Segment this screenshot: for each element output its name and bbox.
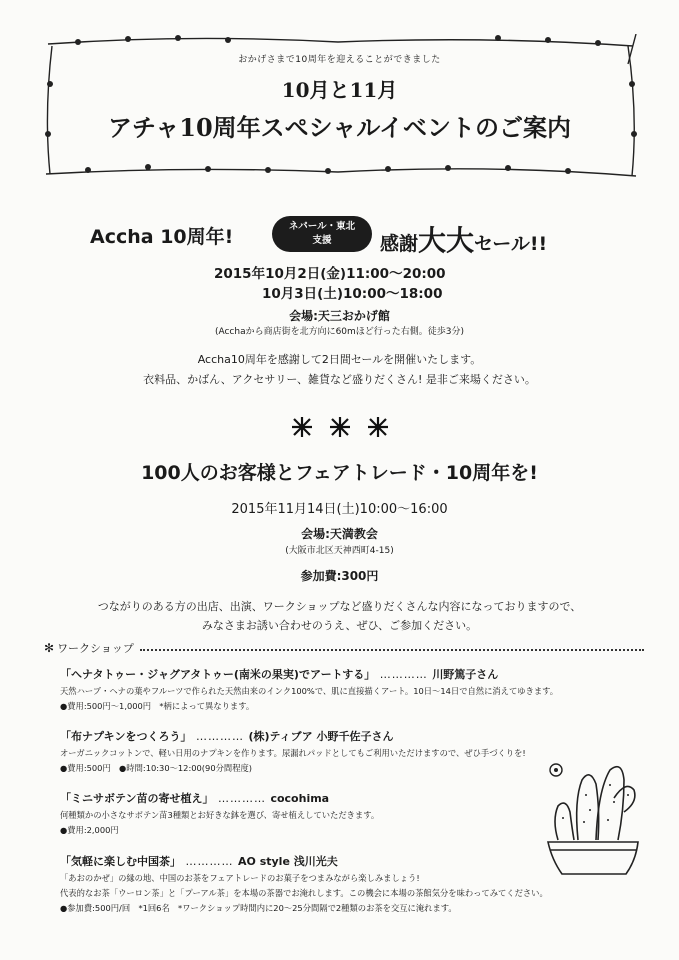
workshop-item-line: 何種類かの小さなサボテン苗3種類とお好きな鉢を選び、寄せ植えしていただきます。: [60, 810, 380, 820]
workshop-item-title-row: 「布ナプキンをつくろう」 ………… (株)ティブア 小野千佐子さん: [60, 730, 394, 743]
sale-date-1: 2015年10月2日(金)11:00〜20:00: [214, 266, 446, 282]
flower-icon: [290, 416, 314, 438]
event-fee: 参加費:300円: [300, 569, 379, 583]
sale-venue: 会場:天三おかげ館: [289, 309, 390, 323]
workshop-item-line: ●参加費:500円/回 *1回6名 *ワークショップ時間内に20〜25分間隔で2種類のお茶を交互に淹れます。: [60, 903, 457, 913]
asterisk-icon: ✻: [44, 641, 55, 655]
event-date: 2015年11月14日(土)10:00〜16:00: [231, 502, 448, 517]
event-venue-note: (大阪市北区天神西町4-15): [285, 546, 394, 556]
workshop-header-label: ワークショップ: [57, 642, 134, 655]
sale-title-right-big: 大大: [418, 224, 475, 257]
workshop-item-line: オーガニックコットンで、軽い日用のナプキンを作ります。尿漏れパッドとしてもご利用いただけますので、ぜひ手づくりを!: [60, 748, 526, 758]
flower-icon: [366, 416, 390, 438]
header-tagline: おかげさまで10周年を迎えることができました: [238, 55, 441, 65]
divider: [290, 416, 390, 438]
workshop-item-line: ●費用:500円 ●時間:10:30〜12:00(90分間程度): [60, 763, 253, 773]
sale-title-right-suffix: セール!!: [474, 233, 548, 255]
workshop-item-title-row: 「ミニサボテン苗の寄せ植え」 ………… cocohima: [60, 792, 330, 805]
support-badge-line2: 支援: [312, 235, 332, 246]
workshop-item-host: AO style 浅川光夫: [238, 855, 338, 868]
workshop-item-line: ●費用:2,000円: [60, 825, 119, 835]
workshop-item-host: cocohima: [270, 792, 330, 805]
workshop-item-host: (株)ティブア 小野千佐子さん: [248, 730, 394, 743]
workshop-item-line: 天然ハーブ・ヘナの葉やフルーツで作られた天然由来のインク100%で、肌に直接描くアート。10日〜14日で自然に消えてゆきます。: [60, 686, 559, 696]
event-description-2: みなさまお誘い合わせのうえ、ぜひ、ご参加ください。: [201, 619, 478, 632]
workshop-item: [60, 728, 620, 774]
workshop-item-title: 「気軽に楽しむ中国茶」: [60, 855, 181, 868]
event-venue: 会場:天満教会: [301, 527, 378, 541]
workshop-header: [44, 640, 644, 656]
support-badge-line1: ネパール・東北: [288, 221, 356, 232]
event-description-1: つながりのある方の出店、出演、ワークショップなど盛りだくさんな内容になっておりますので、: [97, 600, 582, 613]
sale-title-right: [380, 219, 547, 259]
sale-date-2: 10月3日(土)10:00〜18:00: [262, 286, 443, 302]
dotted-rule: [140, 649, 644, 651]
cactus-illustration: [538, 740, 648, 890]
event-title: 100人のお客様とフェアトレード・10周年を!: [141, 462, 538, 484]
header-title-line2: アチャ10周年スペシャルイベントのご案内: [108, 113, 571, 142]
workshop-item-line: 「あおのかぜ」の縁の地、中国のお茶をフェアトレードのお菓子をつまみながら楽しみましょう!: [60, 873, 420, 883]
sale-description-1: Accha10周年を感謝して2日間セールを開催いたします。: [197, 353, 482, 366]
workshop-item-title: 「ヘナタトゥー・ジャグアタトゥー(南米の果実)でアートする」: [60, 668, 376, 681]
workshop-item-line: 代表的なお茶「ウーロン茶」と「プーアル茶」を本場の茶器でお淹れします。この機会に本場の茶館気分を味わってみてください。: [60, 888, 548, 898]
sale-title-left: Accha 10周年!: [90, 226, 234, 248]
flower-icon: [328, 416, 352, 438]
workshop-item-title-row: 「気軽に楽しむ中国茶」 ………… AO style 浅川光夫: [60, 855, 338, 868]
workshop-item-host: 川野篤子さん: [432, 668, 499, 681]
sale-title: [90, 216, 610, 256]
workshop-item-title: 「ミニサボテン苗の寄せ植え」: [60, 792, 214, 805]
workshop-item: [60, 790, 620, 836]
workshop-item-line: ●費用:500円〜1,000円 *柄によって異なります。: [60, 701, 255, 711]
workshop-item: [60, 666, 620, 712]
sale-description-2: 衣料品、かばん、アクセサリー、雑貨など盛りだくさん! 是非ご来場ください。: [143, 373, 536, 386]
workshop-item-title: 「布ナプキンをつくろう」: [60, 730, 192, 743]
workshop-item-title-row: 「ヘナタトゥー・ジャグアタトゥー(南米の果実)でアートする」 ………… 川野篤子さん: [60, 668, 499, 681]
sale-venue-note: (Acchaから商店街を北方向に60mほど行った右側。徒歩3分): [214, 327, 465, 337]
support-badge: [272, 216, 372, 252]
workshop-item: [60, 853, 620, 914]
header-title-line1: 10月と11月: [281, 78, 398, 102]
sale-title-right-prefix: 感謝: [380, 233, 419, 255]
